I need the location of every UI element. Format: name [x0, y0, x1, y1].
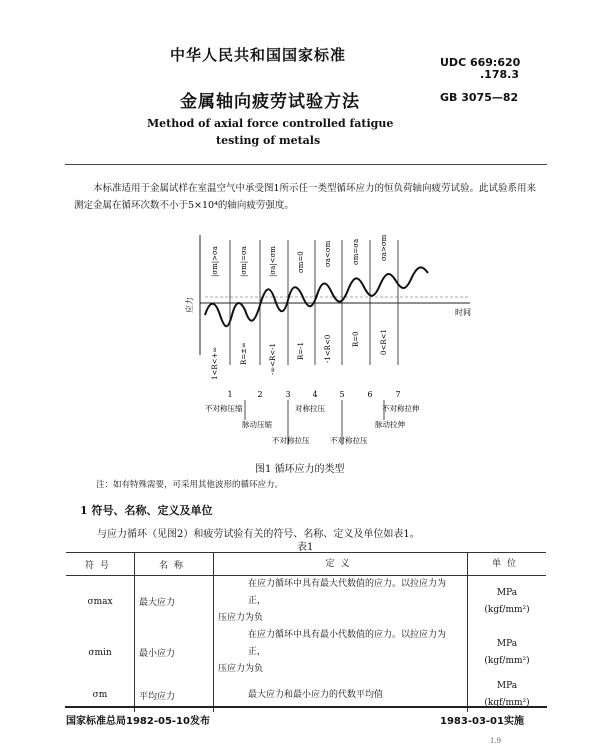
- top-label-7: σa>σm: [380, 234, 388, 261]
- definition-cell: 最大应力和最小应力的代数平均值: [214, 678, 468, 712]
- axis-y-label: 应力: [185, 297, 194, 313]
- top-label-2: |σm|=σa: [240, 246, 248, 277]
- symbol-cell: σmax: [66, 576, 135, 628]
- stress-wave: [205, 267, 428, 326]
- figure-caption: 图1 循环应力的类型: [255, 464, 345, 475]
- header-symbol: 符号: [66, 553, 135, 576]
- top-labels: [211, 234, 388, 277]
- bottom-label-4: R=-1: [297, 342, 305, 360]
- document-title-cn: 金属轴向疲劳试验方法: [180, 92, 360, 112]
- table-caption: 表1: [297, 542, 314, 553]
- definition-cell: 在应力循环中具有最小代数值的应力。以拉应力为正， 压应力为负: [214, 627, 468, 678]
- document-title-en-line1: Method of axial force controlled fatigue: [147, 117, 394, 130]
- header-name: 名称: [135, 553, 214, 576]
- header-unit: 单位: [468, 553, 547, 576]
- footer-divider: [65, 706, 547, 708]
- top-label-4: σm=0: [297, 251, 305, 273]
- gb-number: GB 3075—82: [440, 91, 519, 104]
- udc-code: UDC 669:620: [440, 56, 521, 69]
- effective-date: 1983-03-01实施: [440, 716, 524, 727]
- top-label-5: σa<σm: [324, 240, 332, 267]
- section-intro: 与应力循环（见图2）和疲劳试验有关的符号、名称、定义及单位如表1。: [97, 529, 420, 540]
- category-2: 脉动压缩: [242, 420, 272, 429]
- symbol-cell: σm: [66, 678, 135, 712]
- definition-cell: 在应力循环中具有最大代数值的应力。以拉应力为正， 压应力为负: [214, 576, 468, 628]
- case-number-7: 7: [395, 390, 401, 399]
- bottom-label-3: -∞<R<-1: [269, 342, 277, 375]
- category-5: 不对称拉伸: [382, 404, 420, 413]
- symbols-table: [66, 552, 546, 712]
- name-cell: 平均应力: [135, 678, 214, 712]
- top-label-1: |σm|>σa: [211, 246, 219, 277]
- table-row: [66, 627, 546, 678]
- case-number-6: 6: [367, 390, 373, 399]
- section-heading: 1 符号、名称、定义及单位: [80, 504, 213, 517]
- header-divider: [65, 164, 547, 165]
- case-number-2: 2: [257, 390, 263, 399]
- bottom-label-2: R=±∞: [240, 342, 248, 365]
- symbol-cell: σmin: [66, 627, 135, 678]
- category-1: 不对称压缩: [205, 404, 243, 413]
- unit-cell: MPa (kgf/mm²): [484, 638, 530, 666]
- bottom-label-6: R=0: [352, 331, 360, 347]
- table-row: [66, 576, 546, 628]
- name-cell: 最小应力: [135, 627, 214, 678]
- cyclic-stress-figure: [170, 215, 500, 455]
- category-3: 对称拉压: [295, 404, 325, 413]
- top-label-3: |σa|<σm: [269, 246, 277, 277]
- case-number-4: 4: [312, 390, 318, 399]
- case-number-3: 3: [285, 390, 291, 399]
- issue-date: 国家标准总局1982-05-10发布: [66, 716, 210, 727]
- header-definition: 定义: [214, 553, 468, 576]
- category-6: 脉动拉伸: [375, 420, 405, 429]
- category-4: 不对称拉压: [272, 436, 310, 445]
- standard-org-title: 中华人民共和国国家标准: [170, 46, 347, 64]
- bottom-label-5: -1<R<0: [324, 334, 332, 363]
- unit-cell: MPa (kgf/mm²): [484, 587, 530, 615]
- document-title-en-line2: testing of metals: [216, 134, 321, 147]
- case-number-1: 1: [227, 390, 233, 399]
- bottom-label-7: 0<R<1: [380, 329, 388, 355]
- table-header-row: [66, 553, 546, 576]
- top-label-6: σm=σa: [352, 238, 360, 265]
- page-mark: 1.9: [490, 737, 502, 745]
- category-labels: [205, 403, 420, 445]
- udc-code-cont: .178.3: [480, 68, 519, 81]
- case-number-5: 5: [339, 390, 345, 399]
- category-7: 不对称拉压: [330, 436, 368, 445]
- axis-x-label: 时间: [455, 308, 471, 317]
- unit-cell: MPa (kgf/mm²): [484, 681, 530, 708]
- figure-note: 注：如有特殊需要，可采用其他波形的循环应力。: [96, 480, 284, 490]
- bottom-labels: [211, 329, 388, 380]
- case-numbers: [227, 390, 400, 399]
- bottom-label-1: 1<R<+∞: [211, 346, 219, 380]
- intro-paragraph: 本标准适用于金属试样在室温空气中承受图1所示任一类型循环应力的恒负荷轴向疲劳试验。此试验系用来测定金属在循环次数不小于5×10⁴的轴向疲劳强度。: [74, 183, 537, 211]
- name-cell: 最大应力: [135, 576, 214, 628]
